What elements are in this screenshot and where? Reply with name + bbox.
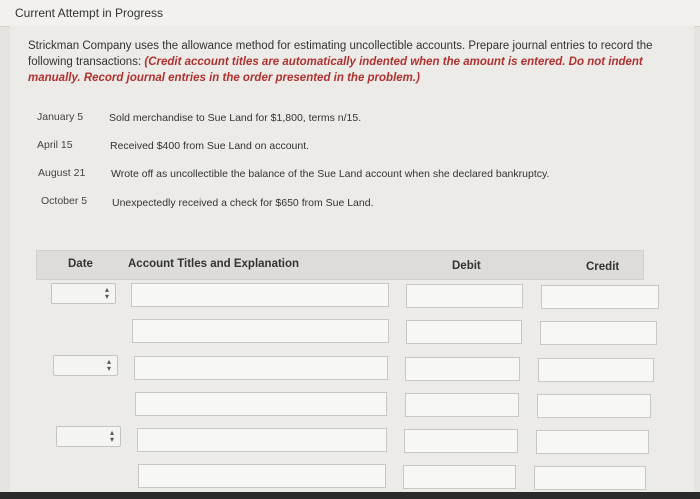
debit-input[interactable] bbox=[406, 320, 522, 344]
account-title-input[interactable] bbox=[137, 428, 387, 452]
account-title-input[interactable] bbox=[135, 392, 387, 416]
column-header-credit: Credit bbox=[586, 261, 620, 273]
journal-table-header bbox=[36, 250, 644, 280]
transaction-desc: Sold merchandise to Sue Land for $1,800, terms n/15. bbox=[109, 112, 362, 124]
transaction-date: August 21 bbox=[38, 167, 86, 179]
debit-input[interactable] bbox=[403, 465, 516, 489]
chevron-updown-icon: ▴ ▾ bbox=[106, 357, 111, 373]
transaction-date: January 5 bbox=[37, 111, 84, 123]
transaction-desc: Wrote off as uncollectible the balance of the Sue Land account when she declared bankruptcy. bbox=[111, 168, 550, 180]
account-title-input[interactable] bbox=[138, 464, 386, 488]
transaction-date: April 15 bbox=[37, 139, 73, 151]
question-intro: Strickman Company uses the allowance method for estimating uncollectible accounts. Prepare journal entries to record the following transactions: bbox=[28, 40, 653, 68]
date-select[interactable] bbox=[51, 283, 116, 304]
account-title-input[interactable] bbox=[132, 319, 389, 343]
column-header-date: Date bbox=[68, 258, 93, 270]
column-header-debit: Debit bbox=[452, 260, 481, 272]
debit-input[interactable] bbox=[405, 393, 519, 417]
bottom-edge bbox=[0, 492, 700, 499]
account-title-input[interactable] bbox=[134, 356, 388, 380]
chevron-updown-icon: ▴ ▾ bbox=[104, 285, 109, 301]
credit-input[interactable] bbox=[536, 430, 649, 454]
account-title-input[interactable] bbox=[131, 283, 389, 307]
debit-input[interactable] bbox=[405, 357, 520, 381]
credit-input[interactable] bbox=[540, 321, 657, 345]
debit-input[interactable] bbox=[404, 429, 518, 453]
credit-input[interactable] bbox=[534, 466, 646, 490]
credit-input[interactable] bbox=[537, 394, 651, 418]
header-bar bbox=[0, 0, 700, 27]
page-title: Current Attempt in Progress bbox=[15, 6, 164, 20]
debit-input[interactable] bbox=[406, 284, 523, 308]
credit-input[interactable] bbox=[538, 358, 654, 382]
transaction-desc: Received $400 from Sue Land on account. bbox=[110, 140, 310, 152]
transaction-date: October 5 bbox=[41, 195, 88, 207]
date-select[interactable] bbox=[53, 355, 118, 376]
date-select[interactable] bbox=[56, 426, 121, 447]
credit-input[interactable] bbox=[541, 285, 659, 309]
question-instruction: (Credit account titles are automatically indented when the amount is entered. Do not indent manually. Record journal entries in the order presented in the problem.) bbox=[28, 56, 643, 84]
transaction-desc: Unexpectedly received a check for $650 from Sue Land. bbox=[112, 197, 374, 209]
column-header-account: Account Titles and Explanation bbox=[128, 258, 300, 270]
chevron-updown-icon: ▴ ▾ bbox=[109, 428, 114, 444]
question-text bbox=[28, 38, 688, 86]
